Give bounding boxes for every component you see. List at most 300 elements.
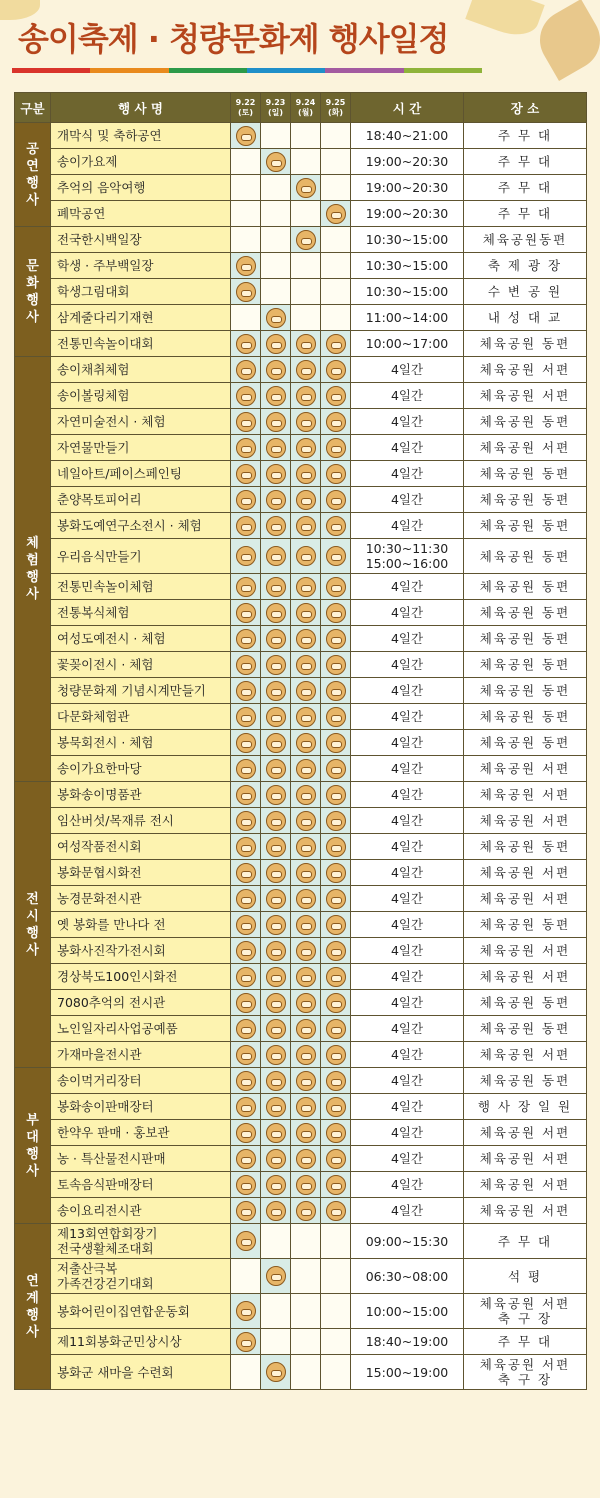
date-cell bbox=[261, 435, 291, 461]
table-row bbox=[15, 331, 587, 357]
event-time: 4일간 bbox=[351, 1068, 464, 1094]
event-name: 임산버섯/목재류 전시 bbox=[51, 808, 231, 834]
header-date: 9.22 (토) bbox=[231, 93, 261, 123]
mushroom-mascot-icon bbox=[266, 1071, 286, 1091]
date-cell bbox=[291, 149, 321, 175]
date-cell bbox=[321, 886, 351, 912]
mushroom-mascot-icon bbox=[236, 629, 256, 649]
table-row bbox=[15, 678, 587, 704]
mushroom-mascot-icon bbox=[296, 993, 316, 1013]
mushroom-mascot-icon bbox=[266, 1266, 286, 1286]
date-cell bbox=[321, 123, 351, 149]
mushroom-mascot-icon bbox=[296, 915, 316, 935]
mushroom-mascot-icon bbox=[266, 438, 286, 458]
table-row bbox=[15, 704, 587, 730]
mushroom-mascot-icon bbox=[236, 1019, 256, 1039]
date-cell bbox=[261, 539, 291, 574]
event-time: 4일간 bbox=[351, 834, 464, 860]
date-cell bbox=[231, 886, 261, 912]
page-title: 송이축제 · 청량문화제 행사일정 bbox=[18, 20, 449, 58]
table-row bbox=[15, 175, 587, 201]
event-name: 제13회연합회장기 전국생활체조대회 bbox=[51, 1224, 231, 1259]
date-cell bbox=[321, 1294, 351, 1329]
mushroom-mascot-icon bbox=[296, 967, 316, 987]
header-date: 9.24 (월) bbox=[291, 93, 321, 123]
mushroom-mascot-icon bbox=[326, 681, 346, 701]
date-cell bbox=[261, 678, 291, 704]
date-cell bbox=[231, 1016, 261, 1042]
event-name: 봉화사진작가전시회 bbox=[51, 938, 231, 964]
date-cell bbox=[291, 678, 321, 704]
event-name: 자연물만들기 bbox=[51, 435, 231, 461]
mushroom-mascot-icon bbox=[236, 1201, 256, 1221]
mushroom-mascot-icon bbox=[326, 386, 346, 406]
mushroom-mascot-icon bbox=[236, 1123, 256, 1143]
event-place: 체육공원 서편 bbox=[464, 1146, 587, 1172]
date-cell bbox=[231, 1259, 261, 1294]
mushroom-mascot-icon bbox=[296, 941, 316, 961]
event-name: 학생그림대회 bbox=[51, 279, 231, 305]
mushroom-mascot-icon bbox=[326, 941, 346, 961]
date-cell bbox=[261, 1120, 291, 1146]
event-time: 18:40~21:00 bbox=[351, 123, 464, 149]
date-cell bbox=[291, 1172, 321, 1198]
mushroom-mascot-icon bbox=[236, 1231, 256, 1251]
date-cell bbox=[321, 808, 351, 834]
date-cell bbox=[231, 704, 261, 730]
date-cell bbox=[291, 409, 321, 435]
header-date: 9.23 (일) bbox=[261, 93, 291, 123]
date-cell bbox=[231, 964, 261, 990]
mushroom-mascot-icon bbox=[236, 412, 256, 432]
date-cell bbox=[231, 1094, 261, 1120]
event-name: 농 · 특산물전시판매 bbox=[51, 1146, 231, 1172]
date-cell bbox=[291, 938, 321, 964]
date-cell bbox=[321, 435, 351, 461]
table-row bbox=[15, 435, 587, 461]
date-cell bbox=[291, 990, 321, 1016]
table-row bbox=[15, 1329, 587, 1355]
date-cell bbox=[291, 730, 321, 756]
mushroom-mascot-icon bbox=[266, 941, 286, 961]
header-category: 구분 bbox=[15, 93, 51, 123]
date-cell bbox=[321, 912, 351, 938]
date-cell bbox=[261, 834, 291, 860]
event-place: 체육공원 동편 bbox=[464, 461, 587, 487]
mushroom-mascot-icon bbox=[296, 1175, 316, 1195]
mushroom-mascot-icon bbox=[296, 516, 316, 536]
date-cell bbox=[321, 513, 351, 539]
mushroom-mascot-icon bbox=[326, 707, 346, 727]
event-time: 06:30~08:00 bbox=[351, 1259, 464, 1294]
mushroom-mascot-icon bbox=[236, 811, 256, 831]
mushroom-mascot-icon bbox=[236, 863, 256, 883]
date-cell bbox=[261, 1068, 291, 1094]
event-name: 봉화송이판매장터 bbox=[51, 1094, 231, 1120]
event-time: 4일간 bbox=[351, 383, 464, 409]
date-cell bbox=[291, 513, 321, 539]
mushroom-mascot-icon bbox=[266, 152, 286, 172]
mushroom-mascot-icon bbox=[236, 1071, 256, 1091]
event-time: 09:00~15:30 bbox=[351, 1224, 464, 1259]
event-time: 4일간 bbox=[351, 409, 464, 435]
date-cell bbox=[231, 808, 261, 834]
date-cell bbox=[231, 574, 261, 600]
date-cell bbox=[291, 487, 321, 513]
date-cell bbox=[291, 279, 321, 305]
date-cell bbox=[291, 574, 321, 600]
header-date: 9.25 (화) bbox=[321, 93, 351, 123]
mushroom-mascot-icon bbox=[326, 412, 346, 432]
mushroom-mascot-icon bbox=[236, 1332, 256, 1352]
mushroom-mascot-icon bbox=[326, 837, 346, 857]
mushroom-mascot-icon bbox=[296, 681, 316, 701]
date-cell bbox=[261, 383, 291, 409]
event-time: 4일간 bbox=[351, 1120, 464, 1146]
mushroom-mascot-icon bbox=[326, 360, 346, 380]
mushroom-mascot-icon bbox=[326, 603, 346, 623]
date-cell bbox=[261, 704, 291, 730]
event-name: 전통민속놀이체험 bbox=[51, 574, 231, 600]
date-cell bbox=[291, 1224, 321, 1259]
event-time: 4일간 bbox=[351, 652, 464, 678]
date-cell bbox=[231, 626, 261, 652]
event-name: 전국한시백일장 bbox=[51, 227, 231, 253]
date-cell bbox=[321, 938, 351, 964]
mushroom-mascot-icon bbox=[296, 655, 316, 675]
mushroom-mascot-icon bbox=[236, 516, 256, 536]
event-place: 체육공원 동편 bbox=[464, 539, 587, 574]
date-cell bbox=[261, 1224, 291, 1259]
date-cell bbox=[231, 1146, 261, 1172]
date-cell bbox=[291, 1094, 321, 1120]
event-place: 체육공원 동편 bbox=[464, 912, 587, 938]
mushroom-mascot-icon bbox=[266, 1019, 286, 1039]
event-name: 가재마을전시관 bbox=[51, 1042, 231, 1068]
event-time: 18:40~19:00 bbox=[351, 1329, 464, 1355]
date-cell bbox=[231, 383, 261, 409]
event-time: 15:00~19:00 bbox=[351, 1355, 464, 1390]
date-cell bbox=[231, 938, 261, 964]
date-cell bbox=[261, 253, 291, 279]
event-place: 체육공원 동편 bbox=[464, 990, 587, 1016]
event-time: 4일간 bbox=[351, 1094, 464, 1120]
table-row bbox=[15, 886, 587, 912]
table-row bbox=[15, 357, 587, 383]
mushroom-mascot-icon bbox=[326, 1071, 346, 1091]
table-row bbox=[15, 227, 587, 253]
table-row bbox=[15, 912, 587, 938]
mushroom-mascot-icon bbox=[296, 386, 316, 406]
event-time: 4일간 bbox=[351, 782, 464, 808]
mushroom-mascot-icon bbox=[266, 603, 286, 623]
date-cell bbox=[231, 1294, 261, 1329]
mushroom-mascot-icon bbox=[266, 655, 286, 675]
event-place: 체육공원 서편 bbox=[464, 383, 587, 409]
date-cell bbox=[231, 123, 261, 149]
date-cell bbox=[321, 1016, 351, 1042]
date-cell bbox=[291, 912, 321, 938]
mushroom-mascot-icon bbox=[326, 1123, 346, 1143]
table-row bbox=[15, 600, 587, 626]
table-row bbox=[15, 1042, 587, 1068]
event-place: 체육공원 동편 bbox=[464, 513, 587, 539]
date-cell bbox=[321, 600, 351, 626]
event-name: 봉화어린이집연합운동회 bbox=[51, 1294, 231, 1329]
table-row bbox=[15, 539, 587, 574]
table-row bbox=[15, 652, 587, 678]
event-name: 농경문화전시관 bbox=[51, 886, 231, 912]
date-cell bbox=[261, 1016, 291, 1042]
mushroom-mascot-icon bbox=[326, 759, 346, 779]
mushroom-mascot-icon bbox=[266, 1201, 286, 1221]
date-cell bbox=[321, 149, 351, 175]
mushroom-mascot-icon bbox=[266, 412, 286, 432]
table-row bbox=[15, 1146, 587, 1172]
mushroom-mascot-icon bbox=[296, 1019, 316, 1039]
date-cell bbox=[231, 513, 261, 539]
date-cell bbox=[261, 1146, 291, 1172]
mushroom-mascot-icon bbox=[266, 464, 286, 484]
event-name: 봉화군 새마을 수련회 bbox=[51, 1355, 231, 1390]
date-cell bbox=[321, 279, 351, 305]
event-time: 4일간 bbox=[351, 357, 464, 383]
event-place: 체육공원 동편 bbox=[464, 626, 587, 652]
date-cell bbox=[261, 1094, 291, 1120]
event-time: 4일간 bbox=[351, 912, 464, 938]
mushroom-mascot-icon bbox=[296, 1123, 316, 1143]
date-cell bbox=[261, 409, 291, 435]
event-name: 송이볼링체험 bbox=[51, 383, 231, 409]
mushroom-mascot-icon bbox=[266, 1123, 286, 1143]
mushroom-mascot-icon bbox=[296, 1045, 316, 1065]
event-name: 송이먹거리장터 bbox=[51, 1068, 231, 1094]
event-name: 네일아트/페이스페인팅 bbox=[51, 461, 231, 487]
date-cell bbox=[321, 652, 351, 678]
header-event: 행 사 명 bbox=[51, 93, 231, 123]
event-name: 노인일자리사업공예품 bbox=[51, 1016, 231, 1042]
event-name: 전통복식체험 bbox=[51, 600, 231, 626]
date-cell bbox=[231, 1042, 261, 1068]
mushroom-mascot-icon bbox=[326, 863, 346, 883]
category-label: 체험행사 bbox=[26, 536, 39, 602]
table-row bbox=[15, 1120, 587, 1146]
date-cell bbox=[261, 305, 291, 331]
date-cell bbox=[291, 808, 321, 834]
mushroom-mascot-icon bbox=[326, 1175, 346, 1195]
date-cell bbox=[291, 253, 321, 279]
header-time: 시 간 bbox=[351, 93, 464, 123]
event-name: 송이가요제 bbox=[51, 149, 231, 175]
mushroom-mascot-icon bbox=[236, 1045, 256, 1065]
mushroom-mascot-icon bbox=[296, 889, 316, 909]
event-place: 체육공원 서편 bbox=[464, 435, 587, 461]
mushroom-mascot-icon bbox=[266, 1149, 286, 1169]
event-time: 4일간 bbox=[351, 990, 464, 1016]
date-cell bbox=[231, 652, 261, 678]
mushroom-mascot-icon bbox=[236, 967, 256, 987]
mushroom-mascot-icon bbox=[266, 837, 286, 857]
date-cell bbox=[291, 652, 321, 678]
date-cell bbox=[231, 1172, 261, 1198]
date-cell bbox=[261, 730, 291, 756]
date-cell bbox=[321, 539, 351, 574]
date-cell bbox=[261, 1294, 291, 1329]
mushroom-mascot-icon bbox=[236, 126, 256, 146]
event-name: 전통민속놀이대회 bbox=[51, 331, 231, 357]
table-row bbox=[15, 938, 587, 964]
table-row bbox=[15, 1172, 587, 1198]
mushroom-mascot-icon bbox=[296, 863, 316, 883]
mushroom-mascot-icon bbox=[266, 707, 286, 727]
event-time: 10:00~17:00 bbox=[351, 331, 464, 357]
event-place: 행 사 장 일 원 bbox=[464, 1094, 587, 1120]
date-cell bbox=[321, 201, 351, 227]
mushroom-mascot-icon bbox=[266, 308, 286, 328]
schedule-table bbox=[14, 92, 587, 1390]
mushroom-mascot-icon bbox=[236, 785, 256, 805]
date-cell bbox=[291, 175, 321, 201]
event-place: 체육공원 동편 bbox=[464, 574, 587, 600]
event-name: 송이가요한마당 bbox=[51, 756, 231, 782]
mushroom-mascot-icon bbox=[236, 915, 256, 935]
event-time: 10:30~15:00 bbox=[351, 279, 464, 305]
mushroom-mascot-icon bbox=[296, 629, 316, 649]
date-cell bbox=[231, 227, 261, 253]
mushroom-mascot-icon bbox=[236, 889, 256, 909]
mushroom-mascot-icon bbox=[236, 546, 256, 566]
event-time: 4일간 bbox=[351, 626, 464, 652]
event-time: 4일간 bbox=[351, 1172, 464, 1198]
date-cell bbox=[291, 886, 321, 912]
date-cell bbox=[231, 331, 261, 357]
date-cell bbox=[321, 1146, 351, 1172]
mushroom-mascot-icon bbox=[236, 837, 256, 857]
event-time: 4일간 bbox=[351, 574, 464, 600]
date-cell bbox=[231, 912, 261, 938]
header-row bbox=[15, 93, 587, 123]
table-row bbox=[15, 279, 587, 305]
date-cell bbox=[321, 1120, 351, 1146]
date-cell bbox=[321, 1259, 351, 1294]
event-time: 4일간 bbox=[351, 461, 464, 487]
category-label: 공연행사 bbox=[26, 141, 39, 208]
date-cell bbox=[321, 626, 351, 652]
table-row bbox=[15, 1294, 587, 1329]
date-cell bbox=[231, 1120, 261, 1146]
table-row bbox=[15, 964, 587, 990]
mushroom-mascot-icon bbox=[236, 733, 256, 753]
mushroom-mascot-icon bbox=[236, 490, 256, 510]
date-cell bbox=[261, 123, 291, 149]
date-cell bbox=[231, 279, 261, 305]
event-time: 11:00~14:00 bbox=[351, 305, 464, 331]
date-cell bbox=[321, 305, 351, 331]
event-place: 주 무 대 bbox=[464, 175, 587, 201]
mushroom-mascot-icon bbox=[296, 577, 316, 597]
event-name: 우리음식만들기 bbox=[51, 539, 231, 574]
date-cell bbox=[321, 964, 351, 990]
date-cell bbox=[291, 123, 321, 149]
date-cell bbox=[231, 730, 261, 756]
mushroom-mascot-icon bbox=[236, 360, 256, 380]
mushroom-mascot-icon bbox=[326, 1149, 346, 1169]
table-row bbox=[15, 860, 587, 886]
table-row bbox=[15, 149, 587, 175]
table-row bbox=[15, 574, 587, 600]
mushroom-mascot-icon bbox=[236, 655, 256, 675]
event-name: 경상북도100인시화전 bbox=[51, 964, 231, 990]
event-time: 4일간 bbox=[351, 1146, 464, 1172]
table-row bbox=[15, 990, 587, 1016]
mushroom-mascot-icon bbox=[326, 967, 346, 987]
table-row bbox=[15, 487, 587, 513]
mushroom-mascot-icon bbox=[266, 516, 286, 536]
event-place: 체육공원 동편 bbox=[464, 652, 587, 678]
mushroom-mascot-icon bbox=[266, 681, 286, 701]
date-cell bbox=[321, 704, 351, 730]
date-cell bbox=[231, 435, 261, 461]
date-cell bbox=[261, 487, 291, 513]
date-cell bbox=[231, 1224, 261, 1259]
table-row bbox=[15, 1224, 587, 1259]
date-cell bbox=[231, 678, 261, 704]
date-cell bbox=[231, 1198, 261, 1224]
mushroom-mascot-icon bbox=[296, 811, 316, 831]
mushroom-mascot-icon bbox=[326, 733, 346, 753]
event-place: 체육공원 서편 bbox=[464, 782, 587, 808]
event-place: 주 무 대 bbox=[464, 123, 587, 149]
event-name: 여성도예전시 · 체험 bbox=[51, 626, 231, 652]
date-cell bbox=[321, 860, 351, 886]
mushroom-mascot-icon bbox=[236, 1097, 256, 1117]
date-cell bbox=[261, 782, 291, 808]
category-label: 문화행사 bbox=[26, 258, 39, 325]
date-cell bbox=[291, 1198, 321, 1224]
date-cell bbox=[291, 1068, 321, 1094]
mushroom-mascot-icon bbox=[266, 1097, 286, 1117]
mushroom-mascot-icon bbox=[266, 993, 286, 1013]
event-place: 체육공원 동편 bbox=[464, 834, 587, 860]
date-cell bbox=[321, 678, 351, 704]
mushroom-mascot-icon bbox=[266, 1175, 286, 1195]
event-name: 자연미술전시 · 체험 bbox=[51, 409, 231, 435]
date-cell bbox=[321, 461, 351, 487]
date-cell bbox=[261, 175, 291, 201]
event-name: 봉화송이명품관 bbox=[51, 782, 231, 808]
date-cell bbox=[291, 782, 321, 808]
mushroom-mascot-icon bbox=[326, 516, 346, 536]
event-place: 축 제 광 장 bbox=[464, 253, 587, 279]
category-label: 부대행사 bbox=[26, 1112, 39, 1179]
date-cell bbox=[231, 175, 261, 201]
date-cell bbox=[321, 227, 351, 253]
date-cell bbox=[261, 357, 291, 383]
mushroom-mascot-icon bbox=[236, 1301, 256, 1321]
event-place: 체육공원 동편 bbox=[464, 1016, 587, 1042]
mushroom-mascot-icon bbox=[266, 1362, 286, 1382]
date-cell bbox=[291, 1042, 321, 1068]
date-cell bbox=[321, 331, 351, 357]
table-row bbox=[15, 1016, 587, 1042]
decorative-leaf bbox=[465, 0, 544, 43]
category-cell bbox=[15, 227, 51, 357]
mushroom-mascot-icon bbox=[326, 1045, 346, 1065]
date-cell bbox=[291, 435, 321, 461]
date-cell bbox=[261, 808, 291, 834]
event-time: 4일간 bbox=[351, 964, 464, 990]
date-cell bbox=[321, 175, 351, 201]
